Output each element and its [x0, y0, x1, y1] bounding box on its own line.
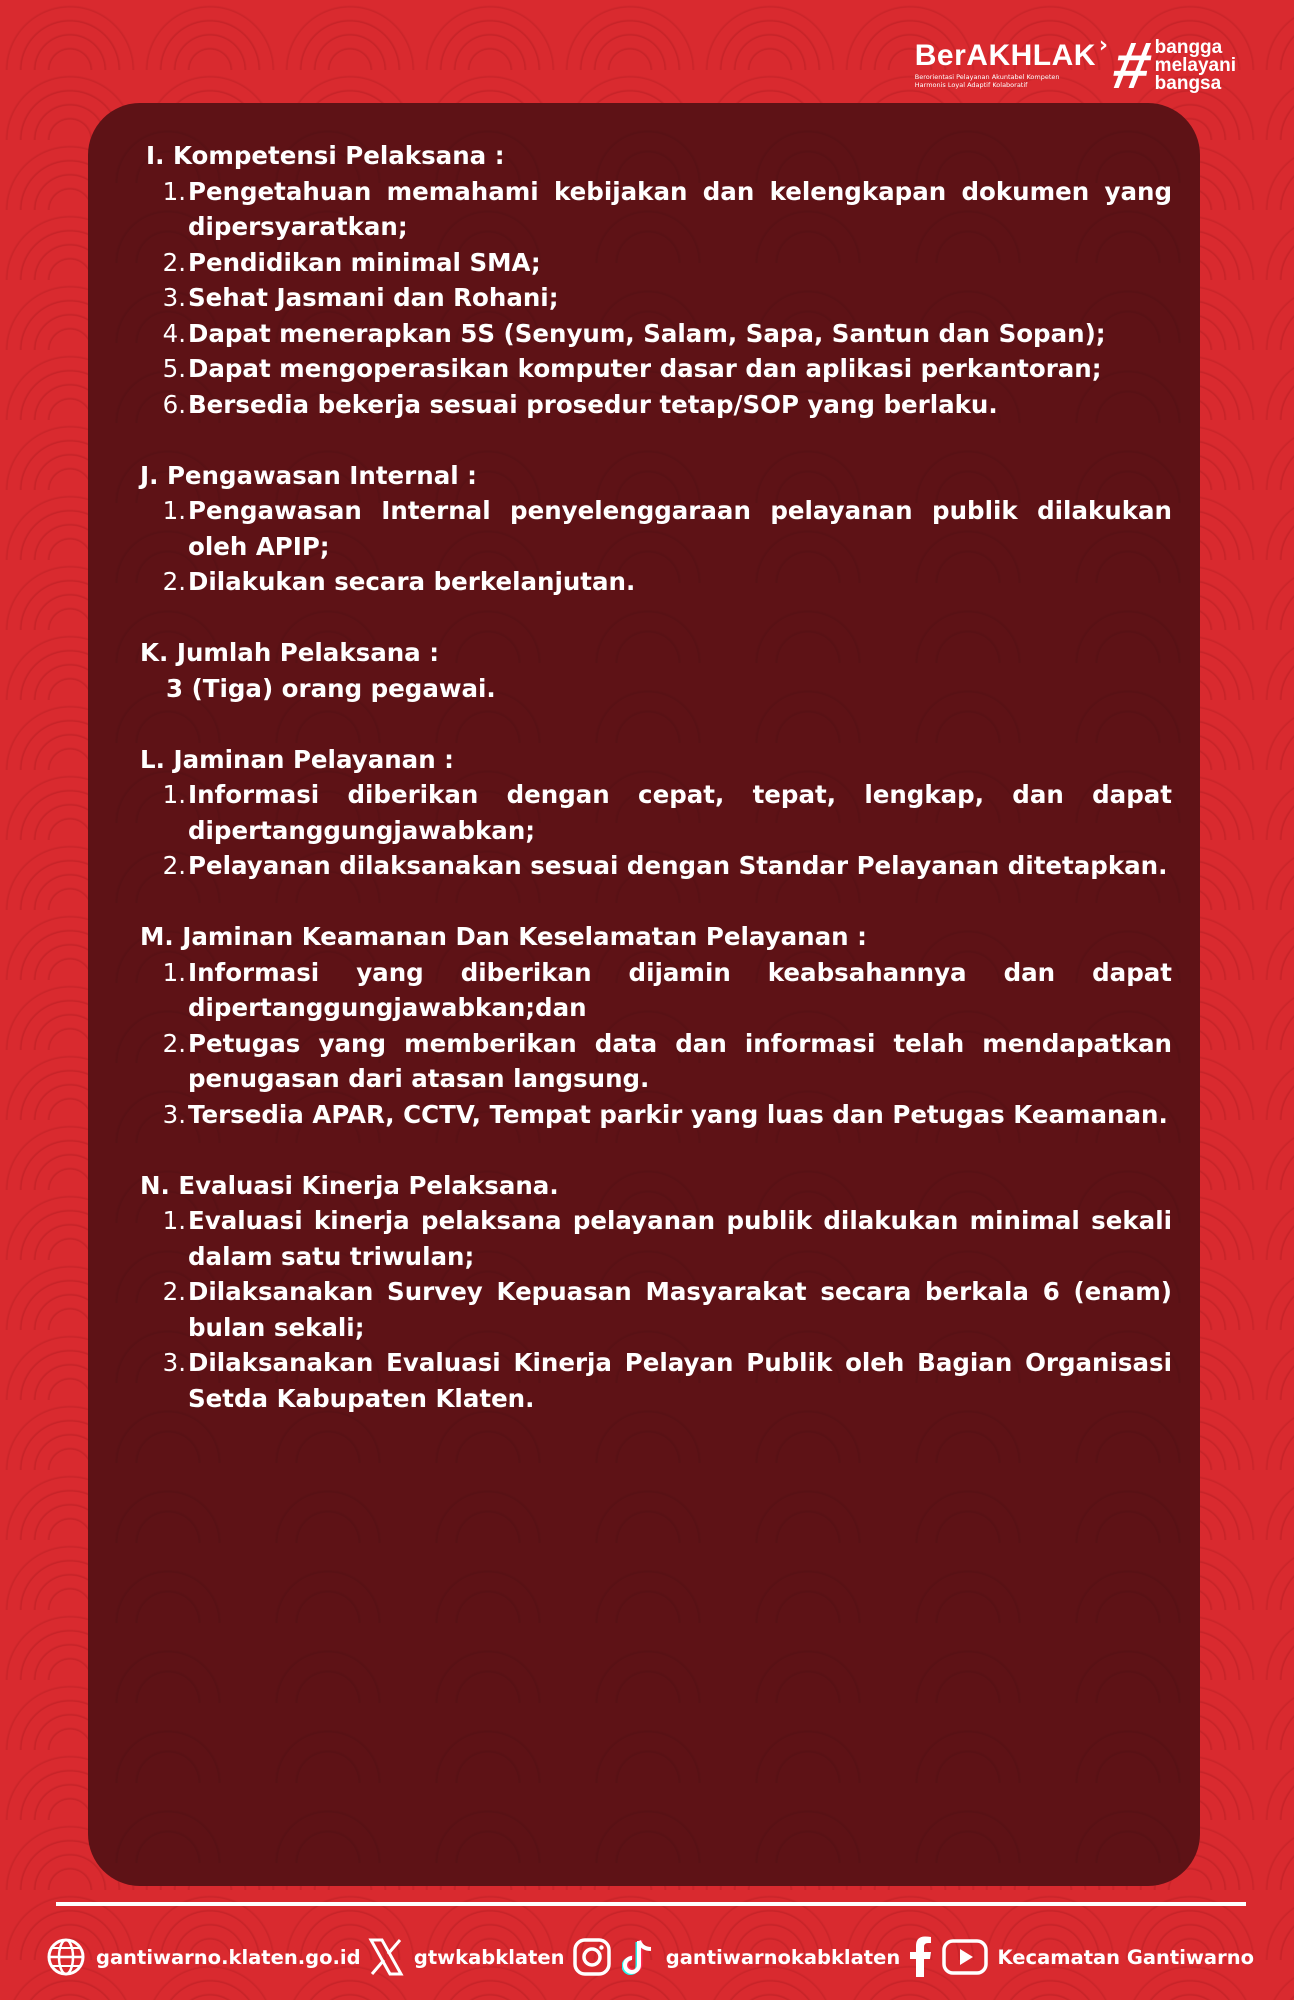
section-kompetensi-pelaksana: [140, 138, 1172, 422]
item-text: Dilakukan secara berkelanjutan.: [188, 567, 636, 596]
berakhlak-tagline: Berorientasi Pelayanan Akuntabel Kompeten Harmonis Loyal Adaptif Kolaboratif: [914, 73, 1060, 90]
instagram-tiktok-handle[interactable]: gantiwarnokabklaten: [665, 1945, 901, 1969]
berakhlak-wordmark: BerAKHLAK: [914, 39, 1096, 73]
footer-website[interactable]: [46, 1937, 361, 1977]
section-jumlah-pelaksana: [140, 635, 1172, 706]
list-item: [140, 777, 1172, 848]
item-text: Pendidikan minimal SMA;: [188, 247, 541, 277]
berakhlak-logo: [914, 33, 1108, 90]
list-item: [140, 955, 1172, 1026]
list-item: [140, 174, 1172, 245]
list-item: [140, 848, 1172, 884]
hashtag-icon: #: [1107, 28, 1158, 102]
instagram-icon: [572, 1937, 612, 1977]
section-list: [140, 493, 1172, 600]
footer: [46, 1932, 1254, 1982]
service-standard-content: [140, 138, 1172, 1452]
list-item: [140, 1345, 1172, 1416]
list-item: [140, 564, 1172, 600]
item-text: Dilaksanakan Evaluasi Kinerja Pelayan Publik oleh Bagian Organisasi Setda Kabupaten Klaten.: [188, 1348, 1172, 1413]
item-text: Informasi diberikan dengan cepat, tepat, lengkap, dan dapat dipertanggungjawabkan;: [188, 780, 1172, 845]
section-list: [140, 955, 1172, 1133]
item-number: 2.: [162, 247, 186, 277]
section-list: [140, 777, 1172, 884]
item-number: 2.: [162, 1028, 186, 1058]
section-heading: J. Pengawasan Internal :: [140, 460, 477, 490]
item-number: 2.: [162, 1277, 186, 1306]
item-text: Pengetahuan memahami kebijakan dan kelengkapan dokumen yang dipersyaratkan;: [188, 176, 1172, 241]
item-text: Dapat menerapkan 5S (Senyum, Salam, Sapa, Santun dan Sopan);: [188, 318, 1106, 348]
item-number: 3.: [162, 1348, 186, 1377]
item-number: 1.: [162, 780, 186, 809]
list-item: [140, 316, 1172, 352]
item-text: Informasi yang diberikan dijamin keabsahannya dan dapat dipertanggungjawabkan;dan: [188, 957, 1172, 1022]
facebook-icon: [908, 1936, 932, 1978]
logo-word-bangga: bangga: [1154, 36, 1223, 58]
logo-word-bangsa: bangsa: [1154, 72, 1222, 94]
list-item: [140, 493, 1172, 564]
item-text: Pengawasan Internal penyelenggaraan pelayanan publik dilakukan oleh APIP;: [188, 496, 1172, 561]
section-pengawasan-internal: [140, 458, 1172, 600]
item-text: Tersedia APAR, CCTV, Tempat parkir yang luas dan Petugas Keamanan.: [188, 1099, 1168, 1129]
item-number: 5.: [162, 354, 186, 383]
section-jaminan-keamanan: [140, 919, 1172, 1132]
list-item: [140, 280, 1172, 316]
website-link[interactable]: gantiwarno.klaten.go.id: [96, 1945, 361, 1969]
item-text: Pelayanan dilaksanakan sesuai dengan Standar Pelayanan ditetapkan.: [188, 851, 1168, 880]
section-list: [140, 174, 1172, 423]
list-item: [140, 1274, 1172, 1345]
tiktok-icon: [622, 1937, 656, 1977]
section-evaluasi-kinerja: [140, 1168, 1172, 1417]
item-text: Dilaksanakan Survey Kepuasan Masyarakat secara berkala 6 (enam) bulan sekali;: [188, 1277, 1172, 1342]
footer-divider: [56, 1902, 1246, 1906]
section-list: [140, 1203, 1172, 1416]
chevron-icon: ›: [1098, 33, 1108, 59]
item-number: 6.: [162, 389, 186, 419]
footer-instagram-tiktok[interactable]: [572, 1937, 900, 1977]
item-number: 1.: [162, 176, 186, 206]
list-item: [140, 351, 1172, 387]
logo-word-melayani: melayani: [1154, 54, 1236, 76]
section-text: 3 (Tiga) orang pegawai.: [166, 673, 496, 703]
item-number: 1.: [162, 957, 186, 987]
list-item: [140, 1097, 1172, 1133]
header-logos: [914, 28, 1236, 102]
globe-icon: [46, 1937, 86, 1977]
item-text: Petugas yang memberikan data dan informasi telah mendapatkan penugasan dari atasan langsung.: [188, 1028, 1172, 1093]
footer-x[interactable]: [368, 1937, 565, 1977]
item-text: Evaluasi kinerja pelaksana pelayanan publik dilakukan minimal sekali dalam satu triwulan;: [188, 1206, 1172, 1271]
footer-facebook-youtube[interactable]: [908, 1936, 1254, 1978]
list-item: [140, 245, 1172, 281]
list-item: [140, 1203, 1172, 1274]
item-text: Dapat mengoperasikan komputer dasar dan aplikasi perkantoran;: [188, 354, 1102, 383]
x-icon: [368, 1937, 404, 1977]
item-number: 3.: [162, 1099, 186, 1129]
item-number: 2.: [162, 567, 186, 596]
item-number: 4.: [162, 318, 186, 348]
item-number: 1.: [162, 1206, 186, 1235]
section-heading: I. Kompetensi Pelaksana :: [146, 141, 505, 170]
section-heading: K. Jumlah Pelaksana :: [140, 638, 440, 667]
section-jaminan-pelayanan: [140, 742, 1172, 884]
list-item: [140, 387, 1172, 423]
section-heading: N. Evaluasi Kinerja Pelaksana.: [140, 1170, 559, 1200]
item-number: 3.: [162, 283, 186, 312]
facebook-youtube-name[interactable]: Kecamatan Gantiwarno: [997, 1945, 1254, 1969]
item-text: Bersedia bekerja sesuai prosedur tetap/SOP yang berlaku.: [188, 389, 998, 419]
section-heading: L. Jaminan Pelayanan :: [140, 744, 454, 774]
x-handle[interactable]: gtwkabklaten: [413, 1945, 565, 1969]
item-text: Sehat Jasmani dan Rohani;: [188, 283, 559, 312]
section-heading: M. Jaminan Keamanan Dan Keselamatan Pelayanan :: [140, 922, 867, 951]
youtube-icon: [942, 1939, 988, 1975]
item-number: 2.: [162, 851, 186, 880]
bangga-melayani-bangsa-logo: [1107, 28, 1236, 102]
list-item: [140, 1026, 1172, 1097]
item-number: 1.: [162, 496, 186, 525]
